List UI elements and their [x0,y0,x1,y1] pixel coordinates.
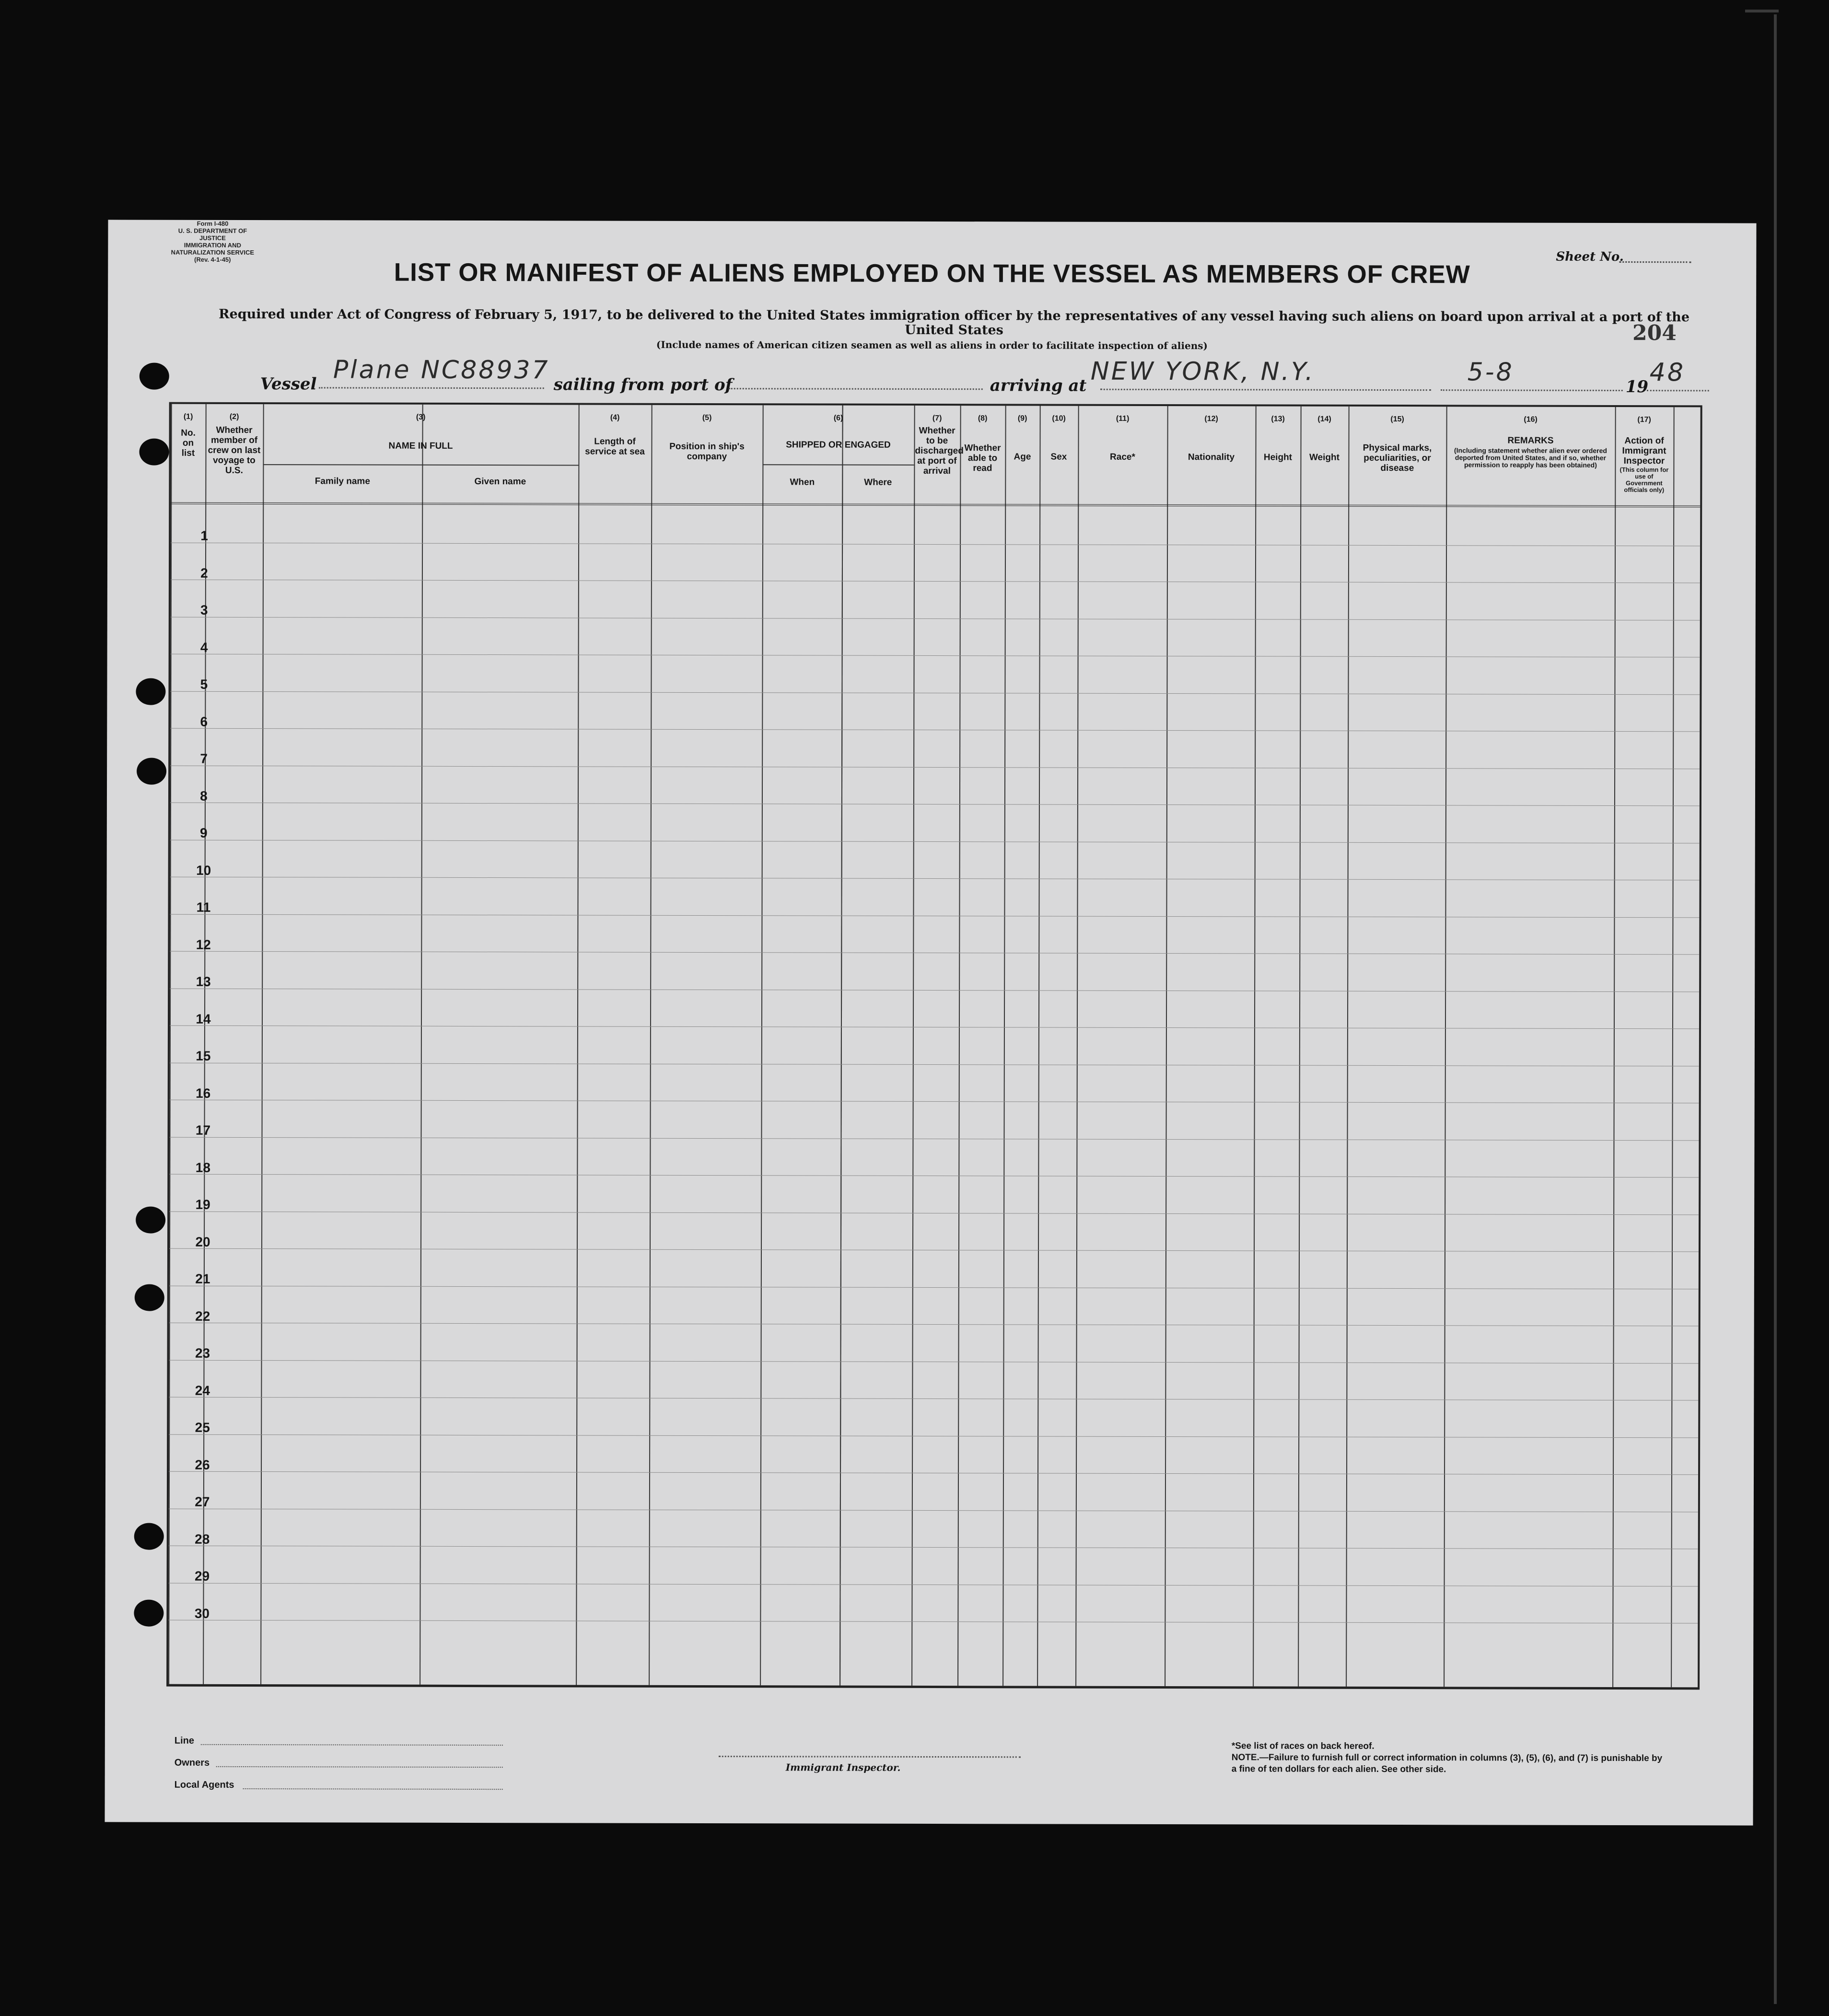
col-1-number: (1) [183,412,193,421]
col-2-number: (2) [229,412,239,421]
include-notice: (Include names of American citizen seamen as well as aliens in order to facilitate inspection of aliens) [656,338,1208,352]
date-field [1441,389,1623,391]
footer [105,1694,1753,1790]
row-number: 11 [196,899,211,915]
col-8-number: (8) [978,414,988,423]
col-4-header: Length of service at sea [585,436,645,457]
row-rule [169,1546,1698,1550]
col-2-header: Whether member of crew on last voyage to U.S. [208,425,261,476]
row-number: 8 [200,788,208,804]
column-rule [839,406,843,1686]
column-rule [1253,406,1257,1686]
row-number: 14 [196,1011,211,1026]
punch-hole [134,1600,163,1627]
col-3-number: (3) [416,413,426,421]
sailing-label: sailing from port of [553,375,733,395]
column-rule [760,405,764,1685]
row-rule [169,1471,1698,1475]
row-number: 16 [196,1085,211,1101]
header-bottom-rule [171,502,1700,508]
owners-field [216,1766,503,1768]
row-rule [171,654,1700,658]
shipped-subheader-rule [762,464,914,466]
row-rules [171,404,1701,408]
form-title: LIST OR MANIFEST OF ALIENS EMPLOYED ON THE VESSEL AS MEMBERS OF CREW [394,258,1470,289]
column-rule [1346,407,1350,1687]
row-rule [169,1248,1699,1252]
col-10-header: Sex [1050,452,1067,462]
column-rule [576,405,580,1685]
col-4-number: (4) [610,413,620,422]
col-5-number: (5) [702,414,712,422]
row-rule [169,1323,1699,1327]
penalty-note: NOTE.—Failure to furnish full or correct information in columns (3), (5), (6), and (7) is punishable by a fine of ten dollars for each alien. See other side. [1231,1752,1663,1775]
col-7-number: (7) [932,414,942,423]
column-rule [1075,406,1079,1686]
col-7-header: Whether to be discharged at port of arrival [915,425,964,477]
row-rule [169,1360,1699,1364]
row-number: 12 [196,937,211,952]
punch-hole [137,758,166,785]
row-number: 17 [195,1122,211,1138]
local-agents-field [243,1788,503,1790]
col-13-number: (13) [1271,415,1285,423]
row-rule [171,580,1700,583]
row-number: 22 [195,1308,210,1324]
col-15-header: Physical marks, peculiarities, or disease [1363,443,1432,474]
vessel-handwritten: Plane NC88937 [333,355,550,385]
row-rule [170,1100,1699,1104]
row-number: 24 [195,1383,210,1398]
col-9-header: Age [1014,452,1031,462]
row-rule [169,1509,1698,1513]
row-rule [170,951,1699,955]
arriving-handwritten: NEW YORK, N.Y. [1090,357,1315,386]
sailing-field [729,388,983,390]
row-number: 20 [195,1234,210,1249]
row-number: 15 [196,1048,211,1063]
date-handwritten: 5-8 [1467,358,1514,387]
row-rule [171,617,1700,621]
row-number: 4 [200,640,208,655]
column-rule [1671,407,1675,1687]
col-17-number: (17) [1637,416,1651,424]
column-rule [911,406,915,1686]
col-3-header: NAME IN FULL [388,441,453,451]
row-number: 3 [200,602,208,618]
row-number: 30 [194,1606,210,1621]
col-11-header: Race* [1110,452,1135,462]
line-label: Line [174,1735,195,1746]
local-agents-label: Local Agents [174,1779,234,1790]
row-number: 23 [195,1345,210,1361]
column-rule [1165,406,1168,1686]
col-11-number: (11) [1116,414,1130,423]
punch-hole [136,1207,165,1234]
row-number: 1 [200,528,208,543]
row-rule [169,1286,1699,1290]
shipped-when-header: When [790,477,815,488]
sheet-number-label: Sheet No. [1556,249,1624,265]
column-rule [168,404,172,1684]
inspector-signature-field [719,1756,1021,1758]
department-name: U. S. DEPARTMENT OF JUSTICE [178,227,247,242]
row-rule [169,1137,1699,1141]
given-name-header: Given name [474,477,526,487]
vessel-field [319,387,544,389]
col-16-detail: (Including statement whether alien ever ordered deported from United States, and if so, whether permission to reapply has been obtained) [1454,446,1608,469]
year-handwritten: 48 [1649,358,1686,387]
column-rule [649,405,652,1685]
manifest-sheet [105,220,1757,1825]
punch-hole [135,1284,164,1311]
crew-table [166,402,1702,1690]
stamped-number: 204 [1632,321,1677,346]
col-16-number: (16) [1524,415,1538,424]
col-9-number: (9) [1017,414,1027,423]
family-name-header: Family name [315,476,370,487]
row-number: 10 [196,862,211,878]
col-12-header: Nationality [1188,452,1235,463]
col-16-header: REMARKS [1507,435,1554,446]
column-rule [1037,406,1041,1686]
col-13-header: Height [1263,452,1293,463]
col-6-header: SHIPPED OR ENGAGED [786,440,891,450]
arriving-field [1100,389,1431,391]
punch-hole [136,678,165,705]
row-rule [169,1397,1698,1401]
col-1-header: No. on list [181,428,196,458]
form-id-block [164,220,260,263]
row-number: 2 [200,565,208,581]
year-field [1647,390,1709,391]
punch-hole [139,439,169,466]
row-rule [170,728,1700,732]
row-number: 29 [194,1568,210,1584]
row-number: 28 [195,1531,210,1547]
row-number: 26 [195,1457,210,1472]
column-rule [1612,407,1616,1687]
line-field [201,1744,503,1746]
row-rule [171,543,1700,547]
vessel-label: Vessel [260,374,317,394]
races-note: *See list of races on back hereof. [1231,1741,1375,1751]
row-rule [169,1174,1699,1178]
col-17-detail: (This column for use of Government officials only) [1619,466,1669,494]
col-15-number: (15) [1390,415,1404,424]
row-number: 5 [200,676,208,692]
shipped-where-header: Where [864,477,892,488]
page-edge-top [1745,10,1779,12]
form-number: Form I-480 [197,220,229,227]
owners-label: Owners [174,1757,210,1768]
name-subheader-rule [263,464,578,466]
row-number: 13 [196,974,211,989]
form-revision: (Rev. 4-1-45) [194,256,231,263]
col-5-header: Position in ship's company [669,441,745,462]
row-rule [170,1063,1699,1067]
column-rule [203,404,207,1684]
column-rule [1298,407,1302,1687]
row-rule [170,1025,1699,1029]
col-6-number: (6) [833,414,843,422]
col-17-header: Action of Immigrant Inspector [1622,436,1666,466]
column-rule [957,406,961,1686]
page-edge [1774,14,1777,2004]
row-number: 27 [195,1494,210,1509]
col-12-number: (12) [1204,415,1218,423]
service-name: IMMIGRATION AND NATURALIZATION SERVICE [171,241,255,256]
row-rule [170,989,1699,992]
row-rule [170,840,1700,844]
col-8-header: Whether able to read [964,443,1001,474]
col-14-number: (14) [1317,415,1331,423]
footnote-block [1232,1740,1663,1776]
row-number: 25 [195,1420,210,1435]
inspector-label: Immigrant Inspector. [785,1761,901,1773]
column-rule [260,404,264,1684]
col-14-header: Weight [1309,452,1340,463]
row-number: 18 [195,1160,210,1175]
col-10-number: (10) [1052,414,1066,423]
row-rule [169,1434,1698,1438]
punch-hole [134,1523,164,1550]
punch-hole [140,363,169,390]
row-number: 21 [195,1271,210,1286]
row-rule [169,1212,1699,1215]
row-rule [168,1620,1698,1624]
column-rule [1002,406,1006,1686]
column-rule [1444,407,1447,1687]
year-prefix: 19 [1625,377,1649,397]
row-number: 6 [200,714,208,729]
arriving-label: arriving at [990,376,1087,396]
row-rule [170,914,1699,918]
row-rule [170,691,1700,695]
row-number: 9 [199,825,208,840]
row-number: 7 [200,751,208,766]
column-rule [419,405,423,1685]
row-rule [169,1583,1698,1587]
required-notice: Required under Act of Congress of February 5, 1917, to be delivered to the United States immigration officer by the representatives of any vessel having such aliens on board upon arrival at a port of the United States [219,306,1690,338]
row-rule [170,766,1700,769]
row-rule [170,877,1700,881]
row-rule [170,803,1700,806]
row-number: 19 [195,1197,210,1212]
